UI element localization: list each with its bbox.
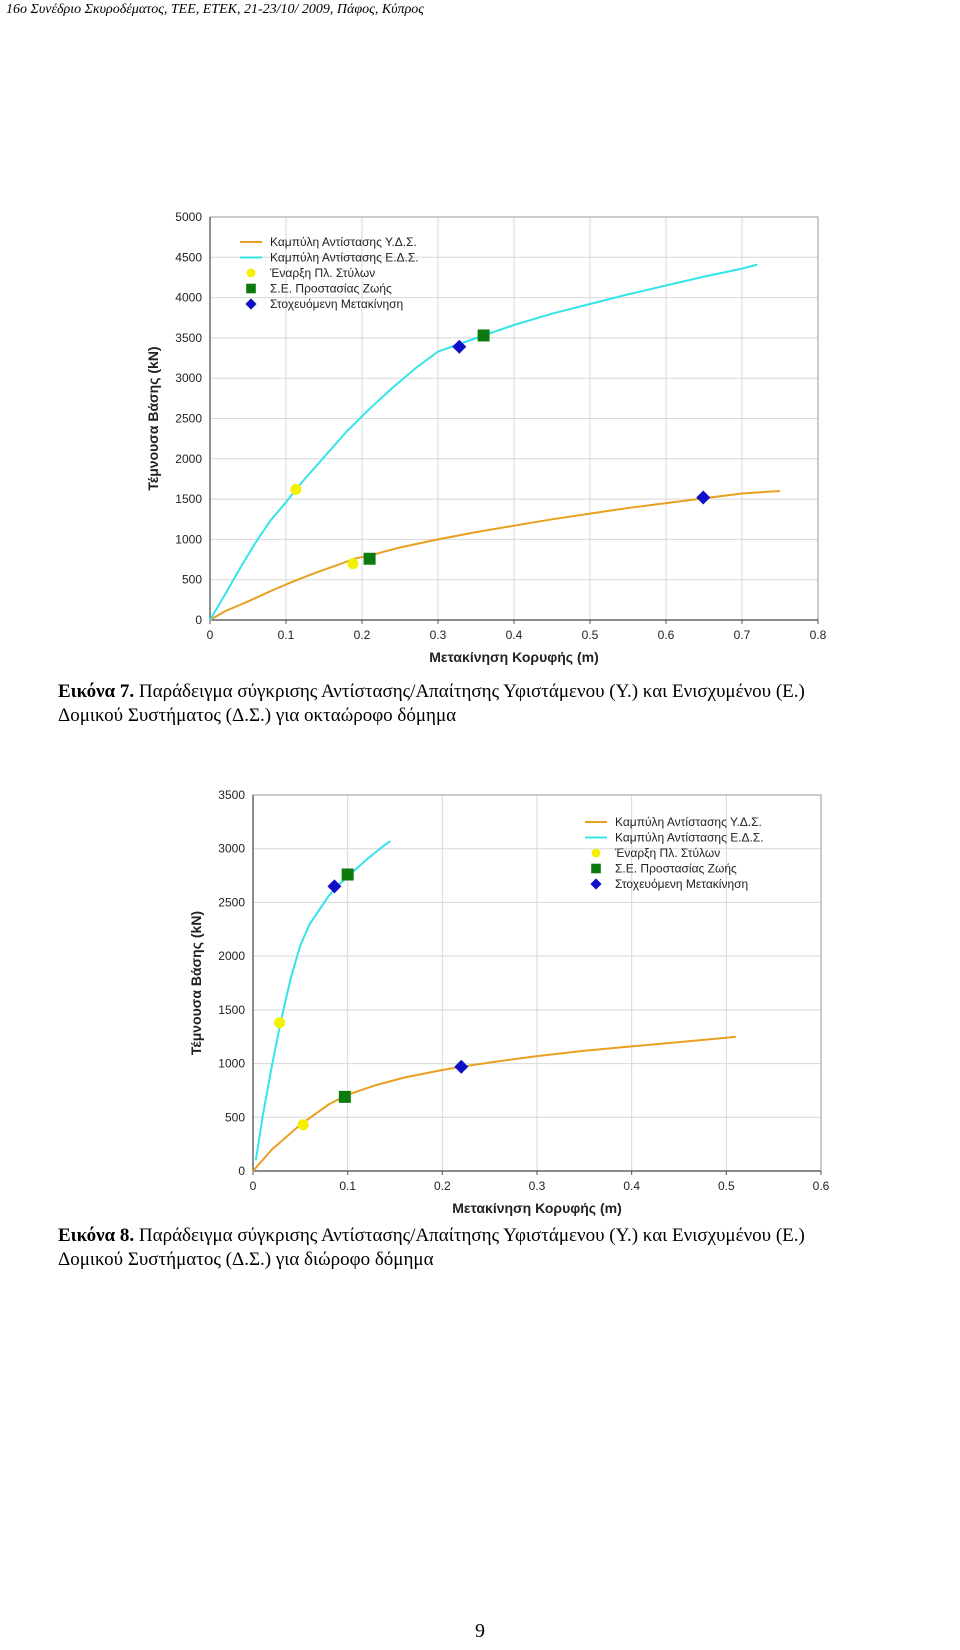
figure-7-label: Εικόνα 7. [58, 681, 135, 702]
legend-label: Σ.Ε. Προστασίας Ζωής [615, 861, 737, 876]
x-axis-title: Μετακίνηση Κορυφής (m) [429, 649, 599, 665]
data-point-target [454, 1060, 468, 1074]
legend-label: Στοχευόμενη Μετακίνηση [615, 877, 749, 891]
data-point-target [327, 879, 341, 893]
data-point-yield [290, 484, 301, 495]
figure-8-chart [185, 780, 855, 1220]
series-strengthened [210, 265, 757, 620]
x-tick-label: 0.4 [623, 1179, 641, 1193]
legend-swatch [591, 864, 601, 874]
page-number: 9 [475, 1620, 485, 1642]
series-existing [253, 1037, 736, 1171]
y-tick-label: 0 [195, 613, 202, 627]
legend-label: Έναρξη Πλ. Στύλων [615, 846, 721, 860]
y-tick-label: 5000 [175, 210, 202, 224]
x-tick-label: 0.6 [812, 1179, 830, 1193]
figure-8-caption-line1: Παράδειγμα σύγκρισης Αντίστασης/Απαίτησης Υφιστάμενου (Υ.) και Ενισχυμένου (Ε.) [138, 1225, 805, 1246]
y-tick-label: 3000 [175, 371, 202, 386]
y-tick-label: 1000 [218, 1056, 245, 1071]
x-tick-label: 0.2 [353, 628, 371, 642]
legend-label: Στοχευόμενη Μετακίνηση [270, 297, 404, 311]
legend-label: Καμπύλη Αντίστασης Ε.Δ.Σ. [270, 250, 419, 265]
series-line-strengthened [256, 841, 390, 1160]
y-tick-label: 3500 [218, 788, 245, 802]
x-tick-label: 0.6 [657, 628, 675, 642]
series-existing [210, 491, 780, 620]
legend-swatch [590, 878, 601, 889]
figure-7-chart [140, 200, 840, 680]
series-line-existing [253, 1037, 736, 1171]
series-life_safety [339, 868, 354, 1102]
x-tick-label: 0.2 [433, 1179, 451, 1193]
legend-swatch [592, 849, 601, 858]
x-tick-label: 0 [206, 628, 214, 642]
series-target [327, 879, 468, 1073]
legend-label: Καμπύλη Αντίστασης Υ.Δ.Σ. [615, 815, 762, 829]
x-tick-label: 0 [249, 1179, 257, 1193]
legend-label: Καμπύλη Αντίστασης Ε.Δ.Σ. [615, 830, 764, 845]
figure-7-caption-line1: Παράδειγμα σύγκρισης Αντίστασης/Απαίτησης Υφιστάμενου (Υ.) και Ενισχυμένου (Ε.) [138, 681, 805, 702]
x-tick-label: 0.5 [717, 1179, 735, 1193]
series-line-existing [210, 491, 780, 620]
x-tick-label: 0.1 [339, 1179, 357, 1193]
y-tick-label: 2500 [218, 895, 245, 910]
y-tick-label: 1000 [175, 532, 202, 547]
data-point-life_safety [342, 868, 354, 880]
page-header: 16ο Συνέδριο Σκυροδέματος, ΤΕΕ, ΕΤΕΚ, 21-23/10/ 2009, Πάφος, Κύπρος [6, 2, 424, 17]
figure-8-caption-line2: Δομικού Συστήματος (Δ.Σ.) για διώροφο δόμημα [58, 1249, 434, 1270]
legend-label: Έναρξη Πλ. Στύλων [270, 266, 376, 280]
legend-label: Καμπύλη Αντίστασης Υ.Δ.Σ. [270, 235, 417, 249]
x-tick-label: 0.5 [581, 628, 599, 642]
y-tick-label: 4000 [175, 290, 202, 305]
series-strengthened [256, 841, 390, 1160]
data-point-yield [298, 1119, 309, 1130]
figure-8-label: Εικόνα 8. [58, 1225, 135, 1246]
y-tick-label: 3000 [218, 841, 245, 856]
gridlines [253, 795, 821, 1171]
figure-7-svg [140, 200, 840, 680]
y-tick-label: 500 [181, 572, 202, 587]
data-point-target [696, 490, 710, 504]
x-tick-label: 0.3 [429, 628, 447, 642]
legend-swatch [245, 298, 256, 309]
legend-swatch [246, 284, 256, 294]
y-tick-label: 2500 [175, 411, 202, 426]
data-point-life_safety [478, 329, 490, 341]
y-tick-label: 2000 [175, 451, 202, 466]
figure-7-caption [58, 680, 960, 728]
data-point-life_safety [364, 553, 376, 565]
x-axis-title: Μετακίνηση Κορυφής (m) [452, 1200, 622, 1216]
x-tick-label: 0.3 [528, 1179, 546, 1193]
figure-7-caption-line2: Δομικού Συστήματος (Δ.Σ.) για οκταώροφο δόμημα [58, 705, 457, 726]
series-target [452, 340, 710, 505]
series-yield [290, 484, 358, 569]
y-tick-label: 1500 [218, 1002, 245, 1017]
y-tick-label: 4500 [175, 250, 202, 265]
y-axis-title: Τέμνουσα Βάσης (kN) [145, 346, 161, 491]
data-point-life_safety [339, 1091, 351, 1103]
legend-swatch [247, 269, 256, 278]
data-point-yield [274, 1017, 285, 1028]
y-axis-title: Τέμνουσα Βάσης (kN) [188, 910, 204, 1056]
data-point-yield [347, 558, 358, 569]
figure-8-svg [185, 780, 855, 1220]
series-life_safety [364, 329, 490, 564]
y-tick-label: 500 [224, 1110, 245, 1125]
x-tick-label: 0.4 [505, 628, 523, 642]
y-tick-label: 1500 [175, 492, 202, 507]
x-tick-label: 0.1 [277, 628, 295, 642]
y-tick-label: 0 [238, 1164, 245, 1178]
x-tick-label: 0.7 [733, 628, 751, 642]
series-line-strengthened [210, 265, 757, 620]
legend-label: Σ.Ε. Προστασίας Ζωής [270, 281, 392, 296]
y-tick-label: 3500 [175, 330, 202, 345]
y-tick-label: 2000 [218, 949, 245, 964]
figure-8-caption [58, 1224, 960, 1272]
x-tick-label: 0.8 [809, 628, 827, 642]
